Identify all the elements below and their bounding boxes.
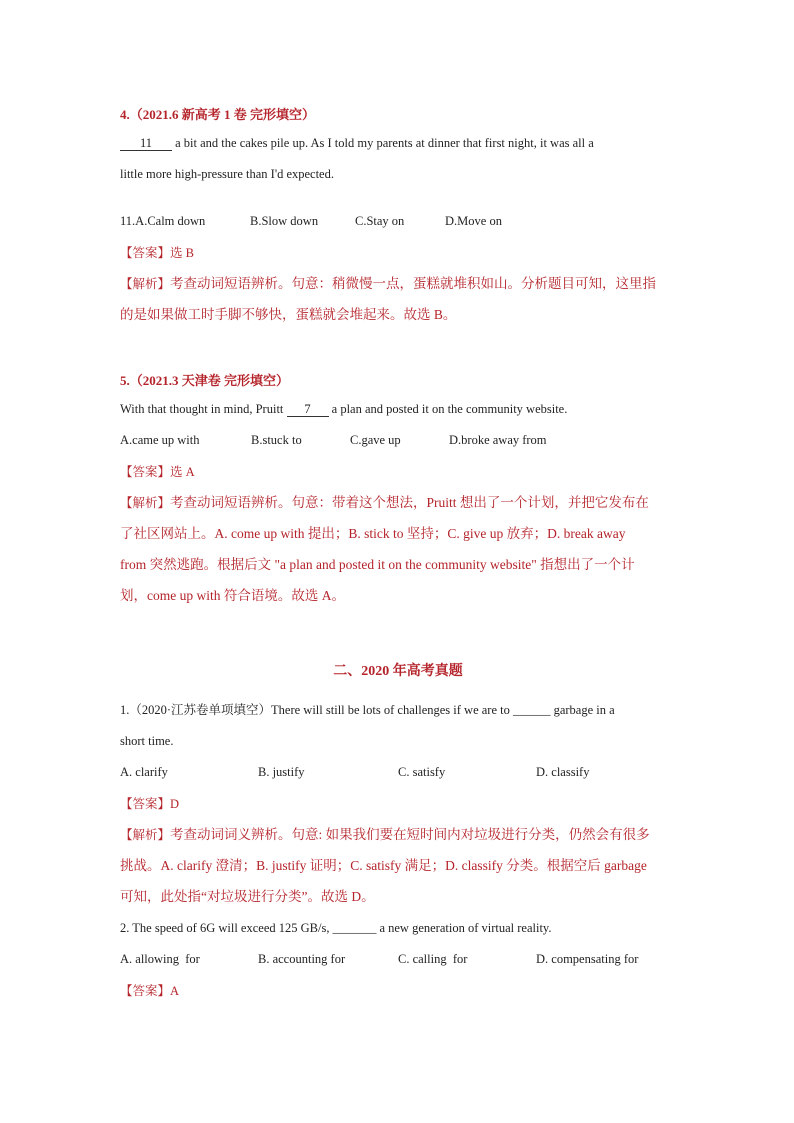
question-5-options bbox=[120, 425, 579, 456]
question-4-options bbox=[120, 206, 535, 237]
option-c: C. calling for bbox=[398, 952, 468, 966]
question-5-explanation-line-4: 划，come up with 符合语境。故选 A。 bbox=[120, 588, 345, 603]
question-5-stem: With that thought in mind, Pruitt 7 a plan and posted it on the community website. bbox=[120, 402, 568, 416]
question-5-explanation-line-3: from 突然逃跑。根据后文 "a plan and posted it on the community website" 指想出了一个计 bbox=[120, 557, 635, 572]
question-4-explanation-line-1: 【解析】考查动词短语辨析。句意：稍微慢一点，蛋糕就堆积如山。分析题目可知，这里指 bbox=[120, 276, 657, 291]
option-a: A. clarify bbox=[120, 765, 168, 779]
answer-value: D bbox=[170, 797, 180, 811]
s2-question-2-answer bbox=[120, 975, 179, 1007]
question-5-blank: 7 bbox=[287, 402, 329, 417]
option-c: C.gave up bbox=[350, 433, 401, 447]
s2-question-1-options bbox=[120, 757, 636, 788]
question-5-answer bbox=[120, 456, 195, 488]
answer-tag: 【答案】 bbox=[120, 464, 171, 479]
answer-tag: 【答案】 bbox=[120, 245, 171, 260]
option-b: B.stuck to bbox=[251, 433, 302, 447]
answer-value: 选 A bbox=[170, 465, 195, 479]
s2-question-1-line-1: 1.（2020·江苏卷单项填空）There will still be lots of challenges if we are to ______ garbage in a bbox=[120, 703, 615, 717]
answer-value: 选 B bbox=[170, 246, 194, 260]
s2-question-1-explanation-line-3: 可知，此处指“对垃圾进行分类”。故选 D。 bbox=[120, 889, 375, 904]
s2-question-2-options bbox=[120, 944, 666, 975]
option-a: A.came up with bbox=[120, 433, 200, 447]
section-title: 二、2020 年高考真题 bbox=[333, 664, 463, 679]
answer-tag: 【答案】 bbox=[120, 796, 171, 811]
question-4-stem-line-1 bbox=[120, 128, 594, 159]
option-d: D. classify bbox=[536, 765, 590, 779]
answer-value: A bbox=[170, 984, 180, 998]
s2-question-1-line-2: short time. bbox=[120, 734, 174, 748]
s2-question-2-line-1: 2. The speed of 6G will exceed 125 GB/s, _______ a new generation of virtual reality. bbox=[120, 921, 552, 935]
question-5-explanation-line-1: 【解析】考查动词短语辨析。句意：带着这个想法，Pruitt 想出了一个计划，并把它发布在 bbox=[120, 495, 649, 510]
question-4-answer bbox=[120, 237, 194, 269]
question-4-stem-text: a bit and the cakes pile up. As I told my parents at dinner that first night, it was all a bbox=[172, 136, 594, 150]
explanation-tag: 【解析】 bbox=[120, 827, 171, 842]
option-d: D. compensating for bbox=[536, 952, 639, 966]
question-4-stem-line-2: little more high-pressure than I'd expected. bbox=[120, 167, 334, 181]
explanation-tag: 【解析】 bbox=[120, 495, 171, 510]
option-b: B.Slow down bbox=[250, 214, 319, 228]
option-d: D.Move on bbox=[445, 214, 502, 228]
option-d: D.broke away from bbox=[449, 433, 547, 447]
question-4-heading: 4.（2021.6 新高考 1 卷 完形填空） bbox=[120, 107, 316, 122]
question-4-explanation-line-2: 的是如果做工时手脚不够快，蛋糕就会堆起来。故选 B。 bbox=[120, 307, 457, 322]
s2-question-1-explanation-line-1: 【解析】考查动词词义辨析。句意: 如果我们要在短时间内对垃圾进行分类，仍然会有很多 bbox=[120, 827, 650, 842]
question-5-explanation-line-2: 了社区网站上。A. come up with 提出；B. stick to 坚持；C. give up 放弃；D. break away bbox=[120, 526, 626, 541]
s2-question-1-answer bbox=[120, 788, 179, 820]
answer-tag: 【答案】 bbox=[120, 983, 171, 998]
question-5-heading: 5.（2021.3 天津卷 完形填空） bbox=[120, 373, 290, 388]
option-c: C.Stay on bbox=[355, 214, 405, 228]
option-a: A. allowing for bbox=[120, 952, 200, 966]
option-c: C. satisfy bbox=[398, 765, 446, 779]
option-b: B. justify bbox=[258, 765, 305, 779]
option-b: B. accounting for bbox=[258, 952, 346, 966]
question-4-blank: 11 bbox=[120, 136, 172, 151]
option-a: 11.A.Calm down bbox=[120, 214, 206, 228]
s2-question-1-explanation-line-2: 挑战。A. clarify 澄清；B. justify 证明；C. satisfy 满足；D. classify 分类。根据空后 garbage bbox=[120, 858, 647, 873]
explanation-tag: 【解析】 bbox=[120, 276, 171, 291]
